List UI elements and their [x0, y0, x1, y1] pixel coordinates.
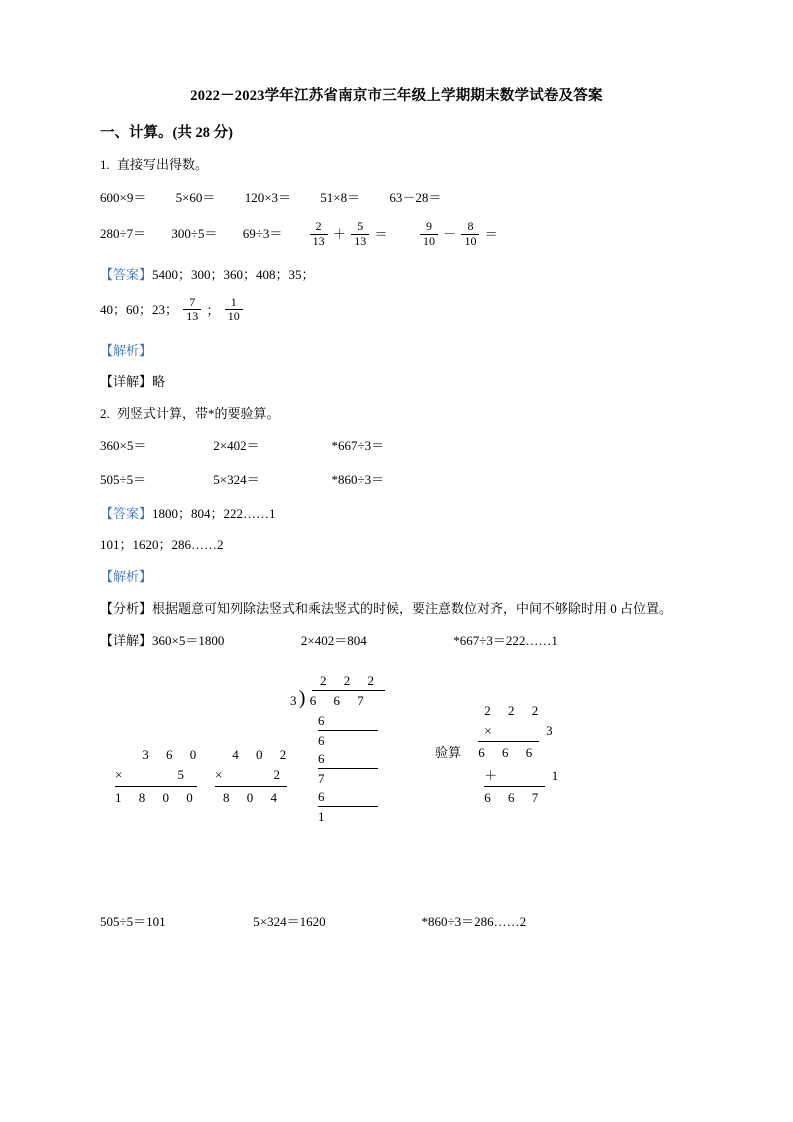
fraction: $\frac{8}{10}$	[461, 220, 479, 248]
analysis-text: 根据题意可知列除法竖式和乘法竖式的时候，要注意数位对齐，中间不够除时用 0 占位置。	[152, 601, 673, 617]
bottom-item: 5×324＝1620	[253, 914, 326, 930]
question-2-row-1	[100, 436, 693, 457]
check-addend: 1	[551, 768, 559, 784]
section-heading-1: 一、计算。(共 28 分)	[100, 125, 233, 141]
detail-tag: 【详解】	[100, 633, 153, 649]
detail-text: 略	[152, 374, 166, 390]
page-title: 2022－2023学年江苏省南京市三年级上学期期末数学试卷及答案	[190, 88, 603, 104]
mul-bottom: 2	[273, 767, 280, 783]
question-2-analysis	[100, 598, 693, 620]
expr: *667÷3＝	[331, 438, 385, 454]
expr: 360×5＝	[100, 438, 147, 454]
question-1-detail	[100, 372, 693, 392]
mul-bottom: 5	[177, 767, 184, 783]
expr: 51×8＝	[320, 189, 361, 205]
detail-tag: 【详解】	[100, 374, 153, 390]
question-2-text: 列竖式计算，带*的要验算。	[117, 405, 280, 421]
expr: 280÷7＝	[100, 226, 147, 242]
check-multiply-operator: ×	[484, 723, 492, 739]
division-step: 6	[318, 730, 378, 749]
expr: 600×9＝	[100, 189, 147, 205]
question-2-bottom-row	[100, 911, 693, 930]
division-divisor: 3	[290, 693, 297, 709]
fraction: $\frac{1}{10}$	[225, 296, 243, 324]
equals: ＝	[374, 226, 388, 242]
expr: 120×3＝	[244, 189, 292, 205]
fraction: $\frac{2}{13}$	[310, 220, 328, 248]
question-1-number: 1.	[100, 157, 110, 172]
question-2-explain-tag: 【解析】	[100, 568, 153, 584]
division-quotient: 2 2 2	[312, 673, 385, 691]
division-remainder: 1	[318, 806, 378, 825]
answer-tag: 【答案】	[100, 267, 153, 283]
question-1-answer-line-2	[100, 294, 693, 325]
expr: 505÷5＝	[100, 471, 147, 487]
expr: 5×60＝	[175, 189, 216, 205]
equals: ＝	[484, 226, 498, 242]
check-top: 2 2 2	[484, 703, 546, 719]
analysis-tag: 【分析】	[100, 601, 153, 617]
fraction: $\frac{9}{10}$	[420, 220, 438, 248]
question-1-explain-tag: 【解析】	[100, 342, 153, 358]
fraction: $\frac{7}{13}$	[183, 296, 201, 324]
expr: 5×324＝	[213, 471, 260, 487]
expr: 2×402＝	[213, 438, 260, 454]
question-1-stem	[100, 155, 693, 175]
question-2-answer-line-2: 101；1620；286……2	[100, 537, 224, 553]
mul-operator: ×	[115, 767, 123, 783]
fraction-expression-1	[308, 221, 388, 249]
mul-result: 8 0 4	[223, 790, 284, 806]
verification-block	[435, 703, 558, 806]
multiplication-360-5	[115, 747, 203, 806]
question-2-answer-line-1	[100, 504, 693, 524]
answer-text-prefix: 40；60；23；	[100, 301, 179, 317]
answer-tag: 【答案】	[100, 505, 153, 521]
detail-item: *667÷3＝222……1	[453, 633, 558, 649]
check-multiplier: 3	[546, 723, 553, 739]
division-dividend: 6 6 7	[309, 693, 371, 709]
detail-item: 2×402＝804	[300, 633, 367, 649]
verification-label: 验算	[435, 745, 462, 761]
mul-top: 3 6 0	[142, 747, 204, 763]
check-sum: 6 6 7	[484, 786, 545, 806]
question-1-row-2	[100, 221, 693, 249]
division-step: 6	[318, 751, 325, 767]
question-2-detail-row	[100, 630, 693, 649]
division-step: 7	[318, 768, 378, 787]
check-product: 6 6 6	[478, 741, 539, 761]
expr: 300÷5＝	[171, 226, 218, 242]
mul-result: 1 8 0 0	[115, 790, 200, 806]
question-2-stem	[100, 404, 693, 424]
bottom-item: 505÷5＝101	[100, 914, 166, 930]
fraction-expression-2	[418, 221, 498, 249]
answer-text: 5400；300；360；408；35；	[152, 267, 315, 283]
check-plus-operator: ＋	[484, 768, 498, 784]
bottom-item: *860÷3＝286……2	[421, 914, 527, 930]
vertical-computations	[100, 655, 693, 905]
division-step: 6	[318, 713, 325, 729]
question-1-answer-line-1	[100, 265, 693, 285]
answer-text: 1800；804；222……1	[152, 505, 276, 521]
expr: 69÷3＝	[242, 226, 283, 242]
division-bracket-icon: )	[298, 687, 306, 710]
question-1-row-1	[100, 188, 693, 209]
mul-top: 4 0 2	[232, 747, 294, 763]
expr: *860÷3＝	[331, 471, 385, 487]
long-division-667-3	[290, 673, 385, 825]
fraction: $\frac{5}{13}$	[351, 220, 369, 248]
separator: ；	[206, 302, 220, 318]
detail-item: 360×5＝1800	[152, 633, 225, 649]
division-step: 6	[318, 789, 325, 805]
question-1-text: 直接写出得数。	[117, 157, 209, 172]
question-2-number: 2.	[100, 405, 110, 421]
operator: －	[443, 226, 457, 242]
operator: ＋	[332, 226, 346, 242]
expr: 63－28＝	[389, 189, 442, 205]
multiplication-402-2	[215, 747, 293, 806]
mul-operator: ×	[215, 767, 223, 783]
question-2-row-2	[100, 470, 693, 491]
